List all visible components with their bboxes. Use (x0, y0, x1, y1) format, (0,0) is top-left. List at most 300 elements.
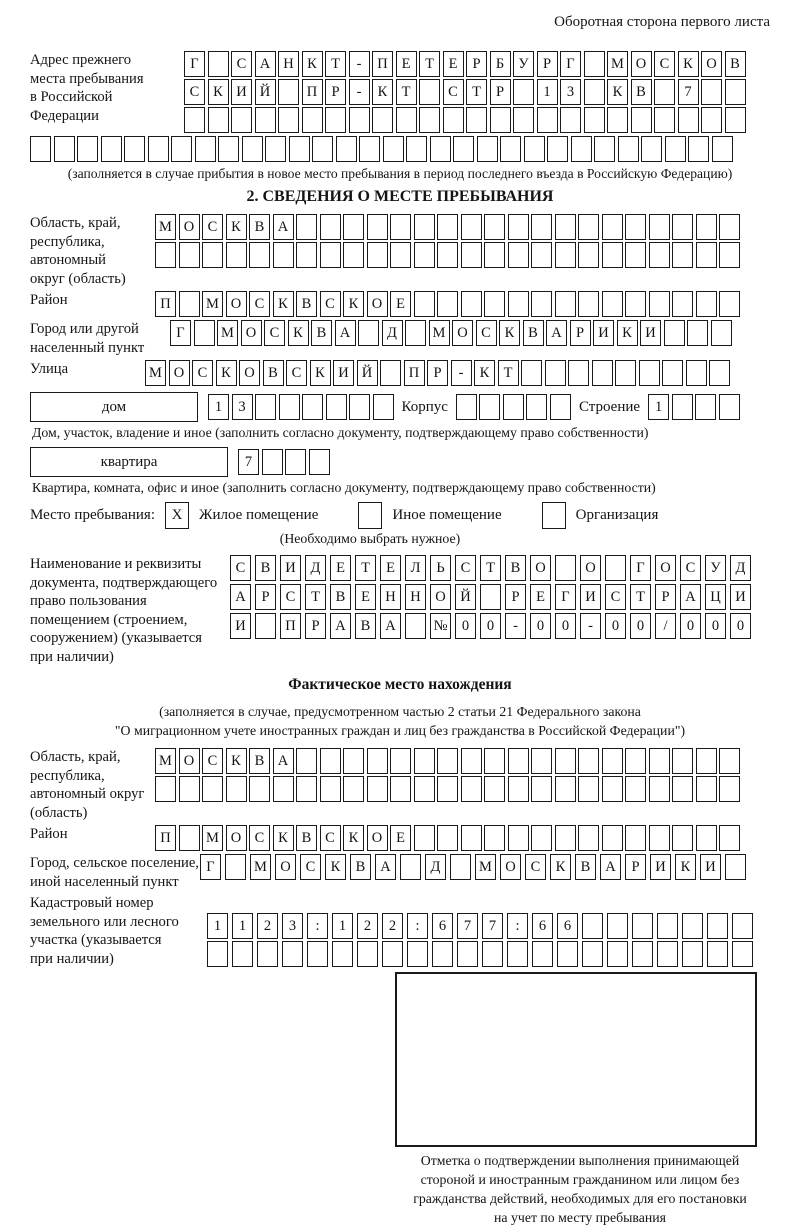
char-box[interactable]: И (230, 613, 251, 639)
char-box[interactable]: О (241, 320, 262, 346)
char-box[interactable]: К (617, 320, 638, 346)
char-box[interactable] (320, 776, 341, 802)
char-box[interactable] (179, 242, 200, 268)
char-box[interactable]: Т (355, 555, 376, 581)
char-box[interactable]: Г (560, 51, 581, 77)
char-box[interactable]: К (302, 51, 323, 77)
char-box[interactable] (343, 776, 364, 802)
char-box[interactable] (701, 107, 722, 133)
char-box[interactable]: Р (427, 360, 448, 386)
char-box[interactable] (382, 941, 403, 967)
char-box[interactable]: Т (396, 79, 417, 105)
char-box[interactable] (625, 776, 646, 802)
char-box[interactable] (461, 242, 482, 268)
char-box[interactable] (437, 776, 458, 802)
char-box[interactable] (207, 941, 228, 967)
char-box[interactable] (296, 242, 317, 268)
char-box[interactable] (508, 825, 529, 851)
char-box[interactable]: 0 (605, 613, 626, 639)
char-box[interactable] (54, 136, 75, 162)
char-box[interactable] (396, 107, 417, 133)
char-box[interactable]: П (280, 613, 301, 639)
char-box[interactable]: Т (466, 79, 487, 105)
char-box[interactable] (578, 214, 599, 240)
char-box[interactable] (631, 107, 652, 133)
char-box[interactable] (479, 394, 500, 420)
char-box[interactable]: М (217, 320, 238, 346)
char-box[interactable] (477, 136, 498, 162)
char-box[interactable] (373, 394, 394, 420)
char-box[interactable]: В (350, 854, 371, 880)
char-box[interactable]: Е (380, 555, 401, 581)
char-box[interactable]: В (311, 320, 332, 346)
char-box[interactable] (508, 291, 529, 317)
char-box[interactable]: К (343, 825, 364, 851)
char-box[interactable]: О (239, 360, 260, 386)
char-box[interactable]: / (655, 613, 676, 639)
char-box[interactable] (584, 79, 605, 105)
char-box[interactable]: 0 (680, 613, 701, 639)
char-box[interactable]: С (455, 555, 476, 581)
char-box[interactable] (531, 214, 552, 240)
char-box[interactable]: Д (730, 555, 751, 581)
char-box[interactable] (607, 941, 628, 967)
char-box[interactable]: И (593, 320, 614, 346)
char-box[interactable]: С (300, 854, 321, 880)
char-box[interactable] (302, 394, 323, 420)
char-box[interactable] (578, 748, 599, 774)
char-box[interactable]: Е (355, 584, 376, 610)
char-box[interactable]: С (202, 214, 223, 240)
char-box[interactable] (390, 242, 411, 268)
char-box[interactable] (719, 242, 740, 268)
char-box[interactable] (687, 320, 708, 346)
char-box[interactable] (414, 776, 435, 802)
char-box[interactable]: - (451, 360, 472, 386)
char-box[interactable]: В (330, 584, 351, 610)
char-box[interactable] (508, 214, 529, 240)
char-box[interactable] (641, 136, 662, 162)
char-box[interactable]: К (226, 214, 247, 240)
char-box[interactable] (555, 242, 576, 268)
char-box[interactable] (312, 136, 333, 162)
char-box[interactable]: В (523, 320, 544, 346)
char-box[interactable] (390, 214, 411, 240)
char-box[interactable]: Ь (430, 555, 451, 581)
char-box[interactable] (719, 748, 740, 774)
char-box[interactable] (320, 214, 341, 240)
char-box[interactable]: С (231, 51, 252, 77)
char-box[interactable]: Е (330, 555, 351, 581)
char-box[interactable] (719, 291, 740, 317)
char-box[interactable] (326, 394, 347, 420)
char-box[interactable]: Р (570, 320, 591, 346)
char-box[interactable] (507, 941, 528, 967)
char-box[interactable] (696, 825, 717, 851)
char-box[interactable] (696, 748, 717, 774)
char-box[interactable]: Ц (705, 584, 726, 610)
char-box[interactable] (672, 776, 693, 802)
char-box[interactable]: К (226, 748, 247, 774)
char-box[interactable]: Р (537, 51, 558, 77)
char-box[interactable] (649, 748, 670, 774)
char-box[interactable] (555, 291, 576, 317)
char-box[interactable] (367, 214, 388, 240)
char-box[interactable]: : (407, 913, 428, 939)
char-box[interactable]: Р (466, 51, 487, 77)
char-box[interactable] (296, 748, 317, 774)
char-box[interactable] (686, 360, 707, 386)
char-box[interactable] (513, 79, 534, 105)
char-box[interactable]: К (288, 320, 309, 346)
char-box[interactable] (531, 291, 552, 317)
char-box[interactable]: 6 (557, 913, 578, 939)
char-box[interactable] (490, 107, 511, 133)
char-box[interactable]: Т (630, 584, 651, 610)
char-box[interactable] (719, 214, 740, 240)
char-box[interactable] (696, 291, 717, 317)
char-box[interactable]: А (255, 51, 276, 77)
char-box[interactable] (672, 748, 693, 774)
char-box[interactable]: № (430, 613, 451, 639)
char-box[interactable] (357, 941, 378, 967)
char-box[interactable]: У (705, 555, 726, 581)
char-box[interactable] (725, 79, 746, 105)
char-box[interactable] (289, 136, 310, 162)
char-box[interactable] (672, 825, 693, 851)
char-box[interactable]: В (249, 214, 270, 240)
char-box[interactable]: О (580, 555, 601, 581)
char-box[interactable] (521, 360, 542, 386)
char-box[interactable] (390, 776, 411, 802)
char-box[interactable]: И (700, 854, 721, 880)
char-box[interactable]: И (650, 854, 671, 880)
char-box[interactable]: Г (630, 555, 651, 581)
char-box[interactable] (226, 242, 247, 268)
char-box[interactable]: Р (305, 613, 326, 639)
char-box[interactable] (664, 320, 685, 346)
char-box[interactable]: С (654, 51, 675, 77)
char-box[interactable]: С (249, 825, 270, 851)
char-box[interactable] (349, 394, 370, 420)
char-box[interactable]: И (280, 555, 301, 581)
char-box[interactable] (437, 242, 458, 268)
char-box[interactable]: О (452, 320, 473, 346)
char-box[interactable] (278, 107, 299, 133)
char-box[interactable] (625, 291, 646, 317)
char-box[interactable]: С (202, 748, 223, 774)
char-box[interactable]: С (230, 555, 251, 581)
char-box[interactable]: И (580, 584, 601, 610)
char-box[interactable] (592, 360, 613, 386)
char-box[interactable] (662, 360, 683, 386)
char-box[interactable]: О (367, 291, 388, 317)
char-box[interactable]: Д (382, 320, 403, 346)
char-box[interactable] (101, 136, 122, 162)
char-box[interactable]: 3 (232, 394, 253, 420)
char-box[interactable]: Г (555, 584, 576, 610)
char-box[interactable] (380, 360, 401, 386)
char-box[interactable]: 0 (480, 613, 501, 639)
char-box[interactable] (208, 107, 229, 133)
char-box[interactable] (578, 291, 599, 317)
char-box[interactable]: К (273, 825, 294, 851)
char-box[interactable] (484, 291, 505, 317)
char-box[interactable] (171, 136, 192, 162)
char-box[interactable] (414, 291, 435, 317)
char-box[interactable] (602, 214, 623, 240)
char-box[interactable] (461, 291, 482, 317)
char-box[interactable]: Н (405, 584, 426, 610)
char-box[interactable]: Л (405, 555, 426, 581)
char-box[interactable] (179, 825, 200, 851)
char-box[interactable]: О (701, 51, 722, 77)
char-box[interactable]: В (296, 825, 317, 851)
char-box[interactable] (461, 214, 482, 240)
char-box[interactable]: О (430, 584, 451, 610)
char-box[interactable]: Е (530, 584, 551, 610)
char-box[interactable] (437, 748, 458, 774)
char-box[interactable] (513, 107, 534, 133)
char-box[interactable] (696, 214, 717, 240)
char-box[interactable]: 2 (257, 913, 278, 939)
char-box[interactable]: В (255, 555, 276, 581)
char-box[interactable] (555, 214, 576, 240)
char-box[interactable] (419, 107, 440, 133)
char-box[interactable]: 6 (432, 913, 453, 939)
char-box[interactable]: А (273, 214, 294, 240)
char-box[interactable] (179, 776, 200, 802)
char-box[interactable]: 3 (282, 913, 303, 939)
char-box[interactable]: С (192, 360, 213, 386)
char-box[interactable]: В (505, 555, 526, 581)
char-box[interactable] (437, 825, 458, 851)
char-box[interactable] (242, 136, 263, 162)
char-box[interactable] (649, 242, 670, 268)
char-box[interactable] (155, 242, 176, 268)
char-box[interactable] (372, 107, 393, 133)
char-box[interactable]: Г (184, 51, 205, 77)
char-box[interactable] (568, 360, 589, 386)
checkbox-organizaciya[interactable] (542, 502, 566, 529)
char-box[interactable] (672, 214, 693, 240)
char-box[interactable]: П (155, 291, 176, 317)
char-box[interactable]: - (505, 613, 526, 639)
char-box[interactable] (450, 854, 471, 880)
char-box[interactable]: Г (200, 854, 221, 880)
char-box[interactable]: Н (380, 584, 401, 610)
char-box[interactable] (466, 107, 487, 133)
char-box[interactable]: А (273, 748, 294, 774)
char-box[interactable] (482, 941, 503, 967)
char-box[interactable]: К (310, 360, 331, 386)
char-box[interactable]: К (550, 854, 571, 880)
char-box[interactable] (625, 825, 646, 851)
char-box[interactable] (309, 449, 330, 475)
char-box[interactable] (437, 214, 458, 240)
char-box[interactable]: Р (325, 79, 346, 105)
char-box[interactable] (545, 360, 566, 386)
char-box[interactable]: Е (396, 51, 417, 77)
char-box[interactable]: П (404, 360, 425, 386)
char-box[interactable] (625, 748, 646, 774)
char-box[interactable]: М (155, 748, 176, 774)
char-box[interactable]: Т (419, 51, 440, 77)
char-box[interactable] (273, 776, 294, 802)
char-box[interactable]: 0 (555, 613, 576, 639)
char-box[interactable] (461, 748, 482, 774)
char-box[interactable]: В (355, 613, 376, 639)
char-box[interactable] (336, 136, 357, 162)
char-box[interactable]: Н (278, 51, 299, 77)
char-box[interactable] (508, 776, 529, 802)
char-box[interactable]: О (179, 214, 200, 240)
char-box[interactable] (443, 107, 464, 133)
char-box[interactable]: : (307, 913, 328, 939)
char-box[interactable] (682, 913, 703, 939)
char-box[interactable] (461, 776, 482, 802)
char-box[interactable]: М (250, 854, 271, 880)
char-box[interactable] (695, 394, 716, 420)
char-box[interactable]: К (208, 79, 229, 105)
char-box[interactable] (719, 776, 740, 802)
char-box[interactable] (531, 748, 552, 774)
char-box[interactable]: К (499, 320, 520, 346)
char-box[interactable]: 7 (238, 449, 259, 475)
checkbox-zhiloe[interactable]: X (165, 502, 189, 529)
char-box[interactable] (484, 242, 505, 268)
char-box[interactable] (719, 825, 740, 851)
char-box[interactable]: А (330, 613, 351, 639)
char-box[interactable] (461, 825, 482, 851)
char-box[interactable]: И (333, 360, 354, 386)
char-box[interactable] (407, 941, 428, 967)
char-box[interactable] (325, 107, 346, 133)
char-box[interactable]: 3 (560, 79, 581, 105)
char-box[interactable]: О (631, 51, 652, 77)
char-box[interactable]: А (600, 854, 621, 880)
char-box[interactable] (202, 776, 223, 802)
char-box[interactable] (500, 136, 521, 162)
char-box[interactable]: Й (455, 584, 476, 610)
char-box[interactable] (639, 360, 660, 386)
char-box[interactable] (414, 242, 435, 268)
char-box[interactable] (456, 394, 477, 420)
char-box[interactable] (226, 776, 247, 802)
char-box[interactable] (578, 242, 599, 268)
char-box[interactable] (682, 941, 703, 967)
char-box[interactable] (657, 913, 678, 939)
char-box[interactable] (232, 941, 253, 967)
char-box[interactable] (405, 320, 426, 346)
char-box[interactable] (249, 242, 270, 268)
char-box[interactable]: Т (498, 360, 519, 386)
char-box[interactable] (255, 107, 276, 133)
char-box[interactable] (406, 136, 427, 162)
char-box[interactable]: О (530, 555, 551, 581)
char-box[interactable]: М (202, 825, 223, 851)
char-box[interactable] (532, 941, 553, 967)
char-box[interactable] (711, 320, 732, 346)
char-box[interactable]: О (655, 555, 676, 581)
char-box[interactable]: С (286, 360, 307, 386)
char-box[interactable]: А (380, 613, 401, 639)
char-box[interactable]: С (280, 584, 301, 610)
char-box[interactable]: С (320, 291, 341, 317)
char-box[interactable] (712, 136, 733, 162)
char-box[interactable] (257, 941, 278, 967)
char-box[interactable]: Е (390, 825, 411, 851)
char-box[interactable] (672, 291, 693, 317)
char-box[interactable]: 7 (678, 79, 699, 105)
char-box[interactable] (555, 825, 576, 851)
char-box[interactable]: - (349, 79, 370, 105)
char-box[interactable] (124, 136, 145, 162)
char-box[interactable] (343, 214, 364, 240)
char-box[interactable] (296, 776, 317, 802)
char-box[interactable] (484, 748, 505, 774)
char-box[interactable] (343, 748, 364, 774)
char-box[interactable]: М (145, 360, 166, 386)
char-box[interactable] (678, 107, 699, 133)
char-box[interactable] (218, 136, 239, 162)
char-box[interactable]: В (725, 51, 746, 77)
char-box[interactable] (537, 107, 558, 133)
char-box[interactable]: Т (480, 555, 501, 581)
char-box[interactable] (255, 394, 276, 420)
char-box[interactable] (732, 941, 753, 967)
char-box[interactable]: 0 (705, 613, 726, 639)
char-box[interactable]: Е (443, 51, 464, 77)
char-box[interactable] (709, 360, 730, 386)
char-box[interactable] (618, 136, 639, 162)
char-box[interactable] (148, 136, 169, 162)
char-box[interactable] (632, 913, 653, 939)
char-box[interactable]: К (372, 79, 393, 105)
char-box[interactable]: Р (505, 584, 526, 610)
char-box[interactable]: 1 (207, 913, 228, 939)
char-box[interactable]: К (675, 854, 696, 880)
char-box[interactable]: 1 (648, 394, 669, 420)
char-box[interactable]: 0 (730, 613, 751, 639)
char-box[interactable]: А (546, 320, 567, 346)
char-box[interactable] (279, 394, 300, 420)
char-box[interactable]: М (429, 320, 450, 346)
char-box[interactable] (582, 913, 603, 939)
char-box[interactable] (524, 136, 545, 162)
char-box[interactable] (732, 913, 753, 939)
char-box[interactable]: М (202, 291, 223, 317)
char-box[interactable] (282, 941, 303, 967)
char-box[interactable] (555, 776, 576, 802)
char-box[interactable]: П (372, 51, 393, 77)
char-box[interactable]: 1 (332, 913, 353, 939)
char-box[interactable]: С (443, 79, 464, 105)
char-box[interactable] (77, 136, 98, 162)
char-box[interactable] (707, 941, 728, 967)
char-box[interactable]: С (476, 320, 497, 346)
char-box[interactable] (414, 748, 435, 774)
char-box[interactable]: Т (305, 584, 326, 610)
char-box[interactable] (179, 291, 200, 317)
char-box[interactable] (602, 748, 623, 774)
char-box[interactable] (262, 449, 283, 475)
char-box[interactable]: О (179, 748, 200, 774)
char-box[interactable]: О (275, 854, 296, 880)
char-box[interactable] (414, 825, 435, 851)
char-box[interactable] (654, 107, 675, 133)
char-box[interactable] (547, 136, 568, 162)
